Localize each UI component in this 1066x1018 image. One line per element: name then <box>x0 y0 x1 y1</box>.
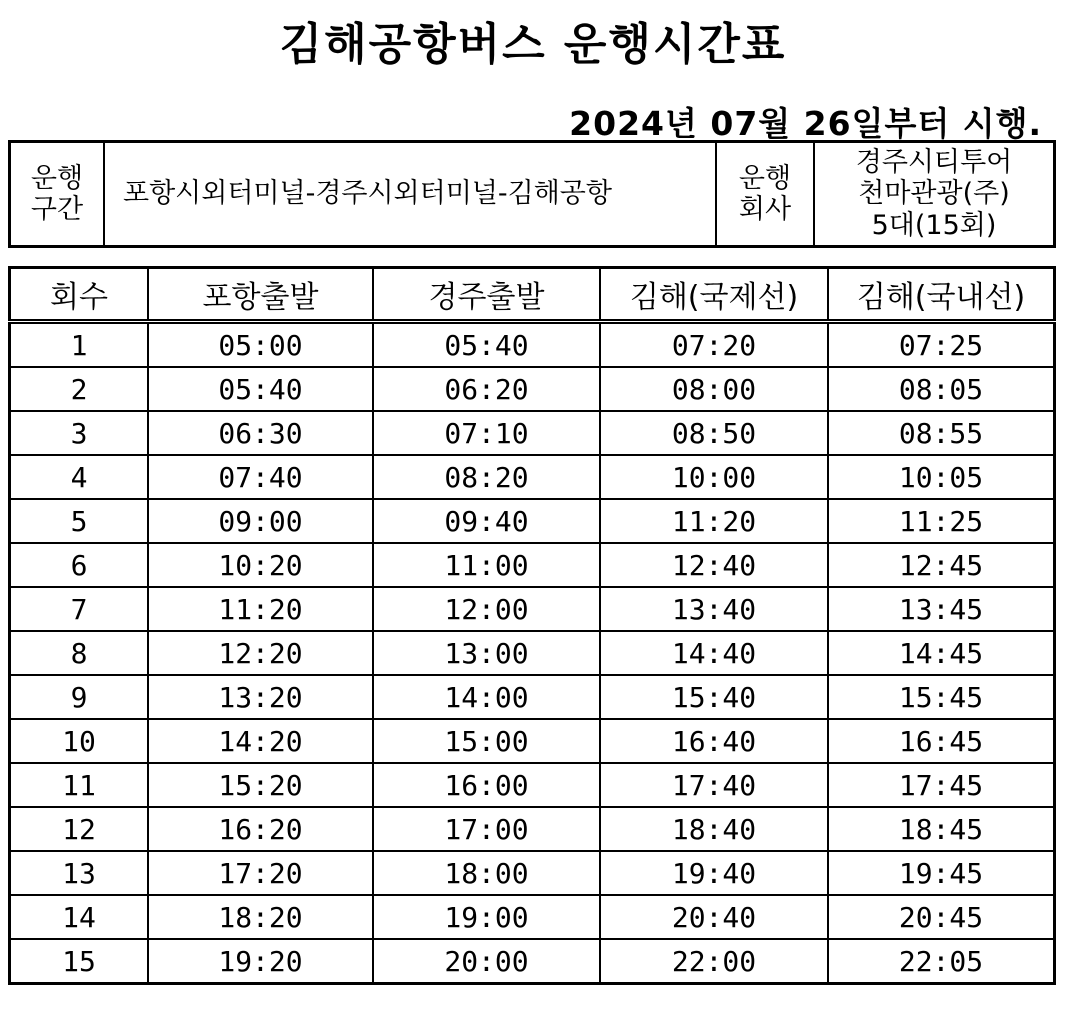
cell-gimhae-international: 18:40 <box>600 807 828 851</box>
cell-trip-no: 14 <box>10 895 149 939</box>
cell-pohang-departure: 16:20 <box>148 807 373 851</box>
cell-gimhae-international: 08:00 <box>600 367 828 411</box>
cell-gyeongju-departure: 14:00 <box>373 675 600 719</box>
cell-trip-no: 15 <box>10 939 149 984</box>
cell-gimhae-domestic: 08:55 <box>828 411 1055 455</box>
cell-gimhae-international: 14:40 <box>600 631 828 675</box>
cell-pohang-departure: 05:40 <box>148 367 373 411</box>
cell-pohang-departure: 10:20 <box>148 543 373 587</box>
route-info-table <box>8 140 1056 248</box>
cell-gyeongju-departure: 07:10 <box>373 411 600 455</box>
cell-gimhae-domestic: 10:05 <box>828 455 1055 499</box>
cell-trip-no: 8 <box>10 631 149 675</box>
table-row <box>10 322 1055 368</box>
cell-gimhae-international: 08:50 <box>600 411 828 455</box>
cell-pohang-departure: 09:00 <box>148 499 373 543</box>
cell-gyeongju-departure: 06:20 <box>373 367 600 411</box>
cell-gimhae-domestic: 08:05 <box>828 367 1055 411</box>
cell-pohang-departure: 19:20 <box>148 939 373 984</box>
company-value <box>814 142 1055 247</box>
effective-date: 2024년 07월 26일부터 시행. <box>569 104 1042 143</box>
cell-pohang-departure: 14:20 <box>148 719 373 763</box>
cell-gimhae-domestic: 11:25 <box>828 499 1055 543</box>
cell-trip-no: 6 <box>10 543 149 587</box>
table-row <box>10 895 1055 939</box>
company-label <box>716 142 814 247</box>
page-title: 김해공항버스 운행시간표 <box>279 19 787 70</box>
table-row <box>10 939 1055 984</box>
cell-gyeongju-departure: 20:00 <box>373 939 600 984</box>
schedule-table <box>8 266 1056 985</box>
company-line1: 경주시티투어 <box>855 147 1013 179</box>
header-gimhae-domestic: 김해(국내선) <box>828 268 1055 322</box>
cell-gimhae-domestic: 12:45 <box>828 543 1055 587</box>
cell-gimhae-international: 13:40 <box>600 587 828 631</box>
cell-trip-no: 12 <box>10 807 149 851</box>
cell-gyeongju-departure: 15:00 <box>373 719 600 763</box>
table-row <box>10 807 1055 851</box>
route-label <box>10 142 105 247</box>
cell-pohang-departure: 12:20 <box>148 631 373 675</box>
table-row <box>10 719 1055 763</box>
cell-gimhae-domestic: 19:45 <box>828 851 1055 895</box>
cell-gimhae-domestic: 15:45 <box>828 675 1055 719</box>
cell-gimhae-domestic: 07:25 <box>828 322 1055 368</box>
route-label-line2: 구간 <box>30 194 84 225</box>
table-row <box>10 543 1055 587</box>
schedule-header-row <box>10 268 1055 322</box>
header-gyeongju-departure: 경주출발 <box>373 268 600 322</box>
cell-gimhae-domestic: 16:45 <box>828 719 1055 763</box>
cell-gimhae-international: 15:40 <box>600 675 828 719</box>
table-row <box>10 675 1055 719</box>
cell-gyeongju-departure: 11:00 <box>373 543 600 587</box>
cell-gimhae-domestic: 14:45 <box>828 631 1055 675</box>
cell-gyeongju-departure: 19:00 <box>373 895 600 939</box>
cell-gyeongju-departure: 09:40 <box>373 499 600 543</box>
cell-gyeongju-departure: 05:40 <box>373 322 600 368</box>
cell-gyeongju-departure: 12:00 <box>373 587 600 631</box>
cell-trip-no: 11 <box>10 763 149 807</box>
cell-pohang-departure: 11:20 <box>148 587 373 631</box>
cell-gyeongju-departure: 16:00 <box>373 763 600 807</box>
table-row <box>10 499 1055 543</box>
cell-gyeongju-departure: 18:00 <box>373 851 600 895</box>
cell-pohang-departure: 13:20 <box>148 675 373 719</box>
cell-pohang-departure: 06:30 <box>148 411 373 455</box>
company-line3: 5대(15회) <box>871 209 997 241</box>
company-label-line2: 회사 <box>738 194 792 225</box>
cell-trip-no: 10 <box>10 719 149 763</box>
cell-trip-no: 5 <box>10 499 149 543</box>
cell-trip-no: 13 <box>10 851 149 895</box>
cell-gyeongju-departure: 08:20 <box>373 455 600 499</box>
header-gimhae-international: 김해(국제선) <box>600 268 828 322</box>
cell-gimhae-international: 07:20 <box>600 322 828 368</box>
table-row <box>10 455 1055 499</box>
cell-gimhae-international: 16:40 <box>600 719 828 763</box>
cell-trip-no: 2 <box>10 367 149 411</box>
route-value: 포항시외터미널-경주시외터미널-김해공항 <box>104 142 716 247</box>
table-row <box>10 631 1055 675</box>
cell-gimhae-domestic: 20:45 <box>828 895 1055 939</box>
cell-pohang-departure: 15:20 <box>148 763 373 807</box>
schedule-body <box>10 322 1055 984</box>
cell-gimhae-domestic: 17:45 <box>828 763 1055 807</box>
cell-gimhae-international: 20:40 <box>600 895 828 939</box>
cell-gimhae-domestic: 13:45 <box>828 587 1055 631</box>
cell-trip-no: 1 <box>10 322 149 368</box>
cell-pohang-departure: 07:40 <box>148 455 373 499</box>
table-row <box>10 851 1055 895</box>
cell-trip-no: 7 <box>10 587 149 631</box>
cell-gimhae-domestic: 22:05 <box>828 939 1055 984</box>
header-pohang-departure: 포항출발 <box>148 268 373 322</box>
cell-pohang-departure: 17:20 <box>148 851 373 895</box>
cell-trip-no: 9 <box>10 675 149 719</box>
cell-gimhae-domestic: 18:45 <box>828 807 1055 851</box>
table-row <box>10 587 1055 631</box>
cell-gimhae-international: 12:40 <box>600 543 828 587</box>
cell-gimhae-international: 22:00 <box>600 939 828 984</box>
cell-gyeongju-departure: 17:00 <box>373 807 600 851</box>
table-row <box>10 411 1055 455</box>
cell-gimhae-international: 19:40 <box>600 851 828 895</box>
company-label-line1: 운행 <box>738 162 792 194</box>
cell-gimhae-international: 17:40 <box>600 763 828 807</box>
table-row <box>10 763 1055 807</box>
cell-trip-no: 3 <box>10 411 149 455</box>
route-info-row <box>10 142 1055 247</box>
cell-gimhae-international: 11:20 <box>600 499 828 543</box>
cell-pohang-departure: 05:00 <box>148 322 373 368</box>
header-trip-no: 회수 <box>10 268 149 322</box>
cell-pohang-departure: 18:20 <box>148 895 373 939</box>
table-row <box>10 367 1055 411</box>
company-line2: 천마관광(주) <box>858 178 1010 210</box>
cell-trip-no: 4 <box>10 455 149 499</box>
route-label-line1: 운행 <box>30 162 84 194</box>
cell-gimhae-international: 10:00 <box>600 455 828 499</box>
cell-gyeongju-departure: 13:00 <box>373 631 600 675</box>
